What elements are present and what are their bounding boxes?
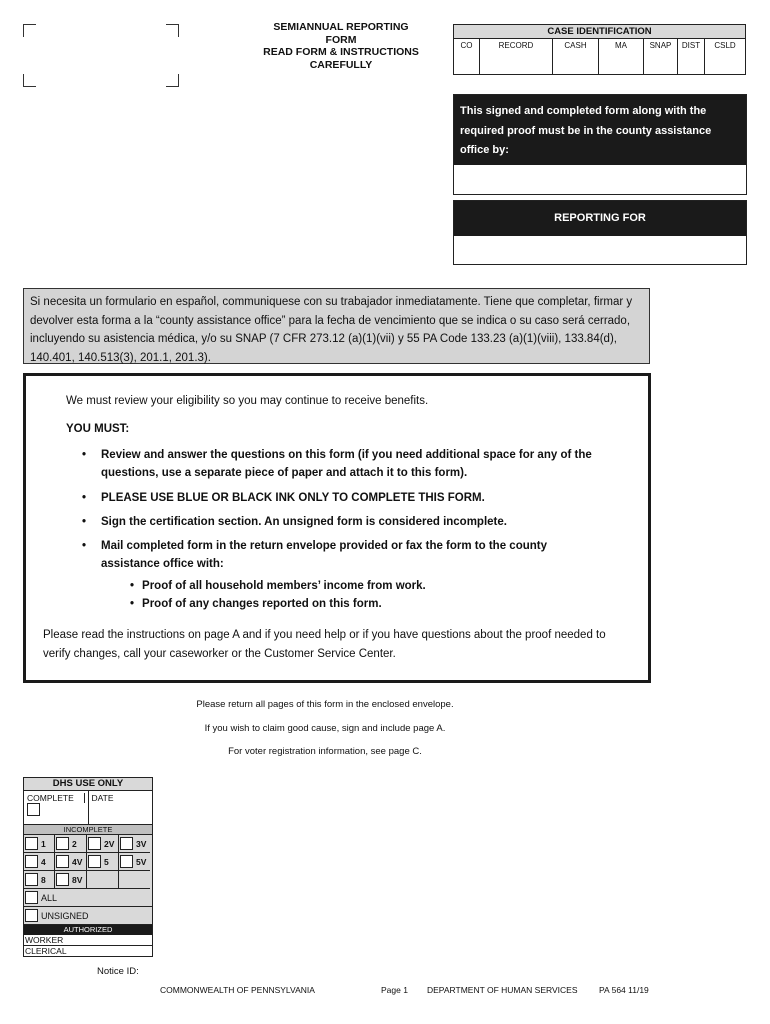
code-label: 4V xyxy=(72,856,83,867)
worker-line[interactable]: WORKER xyxy=(24,935,152,946)
instruction-bullet xyxy=(82,514,622,532)
complete-label: COMPLETE xyxy=(27,793,85,803)
case-identification-table xyxy=(453,24,746,75)
code-label: 5 xyxy=(104,856,109,867)
empty-cell xyxy=(119,871,150,889)
code-cell[interactable] xyxy=(55,853,87,871)
due-date-instructions: This signed and completed form along with the required proof must be in the county assistance office by: xyxy=(454,95,746,165)
code-label: 5V xyxy=(136,856,147,867)
reporting-for-box xyxy=(453,200,747,265)
proof-bullet xyxy=(130,580,426,592)
code-label: 1 xyxy=(41,838,46,849)
code-checkbox[interactable] xyxy=(88,837,101,850)
code-checkbox[interactable] xyxy=(120,837,133,850)
code-cell[interactable] xyxy=(119,853,150,871)
instruction-text: Review and answer the questions on this form (if you need additional space for any of the questions, use a separate piece of paper and attach it to this form). xyxy=(101,449,592,479)
code-cell[interactable] xyxy=(55,871,87,889)
empty-cell xyxy=(87,871,119,889)
instruction-bullet xyxy=(82,447,622,482)
reporting-for-label: REPORTING FOR xyxy=(454,201,746,236)
code-label: 8V xyxy=(72,874,83,885)
bullet-icon: • xyxy=(82,540,87,552)
voter-registration-note: For voter registration information, see page C. xyxy=(228,746,422,757)
form-title xyxy=(250,21,432,71)
code-checkbox[interactable] xyxy=(56,873,69,886)
incomplete-label: INCOMPLETE xyxy=(24,825,152,835)
dhs-use-title: DHS USE ONLY xyxy=(24,778,152,791)
case-field-cash[interactable]: CASH xyxy=(553,39,599,75)
code-cell[interactable] xyxy=(24,871,55,889)
code-label: 2V xyxy=(104,838,115,849)
form-title-line: FORM xyxy=(325,33,357,46)
complete-cell xyxy=(24,791,89,824)
bullet-icon: • xyxy=(82,449,87,461)
code-checkbox[interactable] xyxy=(120,855,133,868)
code-checkbox[interactable] xyxy=(25,837,38,850)
due-date-box xyxy=(453,94,747,195)
authorized-label: AUTHORIZED xyxy=(24,925,152,935)
instruction-text: Sign the certification section. An unsigned form is considered incomplete. xyxy=(101,516,507,528)
case-field-csld[interactable]: CSLD xyxy=(705,39,746,75)
instruction-bullet xyxy=(82,538,562,573)
corner-mark-top-left xyxy=(23,24,36,37)
date-label: DATE xyxy=(91,793,114,803)
complete-checkbox[interactable] xyxy=(27,803,40,816)
due-date-field[interactable] xyxy=(454,165,746,193)
proof-bullet xyxy=(130,598,382,610)
footer-page-number: Page 1 xyxy=(381,985,408,995)
notice-id-label: Notice ID: xyxy=(97,966,139,977)
case-field-record[interactable]: RECORD xyxy=(480,39,553,75)
code-cell[interactable] xyxy=(55,835,87,853)
instruction-text: PLEASE USE BLUE OR BLACK INK ONLY TO COMPLETE THIS FORM. xyxy=(101,492,485,504)
code-cell[interactable] xyxy=(119,835,150,853)
instructions-box xyxy=(23,373,651,683)
code-checkbox[interactable] xyxy=(25,873,38,886)
bullet-icon: • xyxy=(130,580,135,592)
form-title-line: SEMIANNUAL REPORTING xyxy=(273,21,409,33)
all-label: ALL xyxy=(41,892,58,903)
proof-text: Proof of any changes reported on this form. xyxy=(142,598,382,610)
review-intro: We must review your eligibility so you may continue to receive benefits. xyxy=(66,395,429,407)
corner-mark-bottom-left xyxy=(23,74,36,87)
code-label: 2 xyxy=(72,838,77,849)
code-checkbox[interactable] xyxy=(56,837,69,850)
footer-form-number: PA 564 11/19 xyxy=(599,985,649,995)
footer-agency: COMMONWEALTH OF PENNSYLVANIA xyxy=(160,985,315,995)
bullet-icon: • xyxy=(82,492,87,504)
dhs-use-only-box xyxy=(23,777,153,957)
code-cell[interactable] xyxy=(87,835,119,853)
case-field-snap[interactable]: SNAP xyxy=(644,39,678,75)
case-identification-title: CASE IDENTIFICATION xyxy=(454,25,746,39)
code-label: 8 xyxy=(41,874,46,885)
unsigned-label: UNSIGNED xyxy=(41,910,89,921)
unsigned-row[interactable] xyxy=(24,907,152,925)
help-paragraph: Please read the instructions on page A and if you need help or if you have questions about the proof needed to verify changes, call your caseworker or the Customer Service Center. xyxy=(43,629,606,660)
code-cell[interactable] xyxy=(87,853,119,871)
reporting-for-field[interactable] xyxy=(454,236,746,263)
instruction-bullet xyxy=(82,490,622,508)
code-checkbox[interactable] xyxy=(25,855,38,868)
code-checkbox[interactable] xyxy=(56,855,69,868)
bullet-icon: • xyxy=(82,516,87,528)
clerical-line[interactable]: CLERICAL xyxy=(25,946,67,956)
spanish-notice: Si necesita un formulario en español, communiquese con su trabajador inmediatamente. Tiene que completar, firmar y devolver esta forma a la “county assistance office” para la fecha de vencimiento que se indica o su caso será cerrado, incluyendo su asistencia médica, y/o su SNAP (7 CFR 273.12 (a)(1)(vii) y 55 PA Code 133.23 (a)(1)(viii), 133.84(d), 140.401, 140.513(3), 201.1, 201.3). xyxy=(23,288,650,364)
good-cause-note: If you wish to claim good cause, sign and include page A. xyxy=(204,723,446,734)
code-label: 3V xyxy=(136,838,147,849)
code-cell[interactable] xyxy=(24,853,55,871)
form-title-line: CAREFULLY xyxy=(309,58,373,71)
all-row[interactable] xyxy=(24,889,152,907)
bullet-icon: • xyxy=(130,598,135,610)
unsigned-checkbox[interactable] xyxy=(25,909,38,922)
form-title-line: READ FORM & INSTRUCTIONS xyxy=(263,46,419,58)
proof-text: Proof of all household members’ income from work. xyxy=(142,580,426,592)
date-cell[interactable] xyxy=(89,791,153,824)
case-field-dist[interactable]: DIST xyxy=(678,39,705,75)
code-label: 4 xyxy=(41,856,46,867)
instruction-text: Mail completed form in the return envelope provided or fax the form to the county assistance office with: xyxy=(101,540,547,570)
footer-department: DEPARTMENT OF HUMAN SERVICES xyxy=(427,985,578,995)
all-checkbox[interactable] xyxy=(25,891,38,904)
incomplete-codes-grid xyxy=(24,835,152,889)
corner-mark-top-right xyxy=(166,24,179,37)
case-field-co[interactable]: CO xyxy=(454,39,480,75)
case-field-ma[interactable]: MA xyxy=(599,39,644,75)
corner-mark-bottom-right xyxy=(166,74,179,87)
code-checkbox[interactable] xyxy=(88,855,101,868)
you-must-heading: YOU MUST: xyxy=(66,423,130,435)
return-note: Please return all pages of this form in the enclosed envelope. xyxy=(196,699,454,710)
code-cell[interactable] xyxy=(24,835,55,853)
